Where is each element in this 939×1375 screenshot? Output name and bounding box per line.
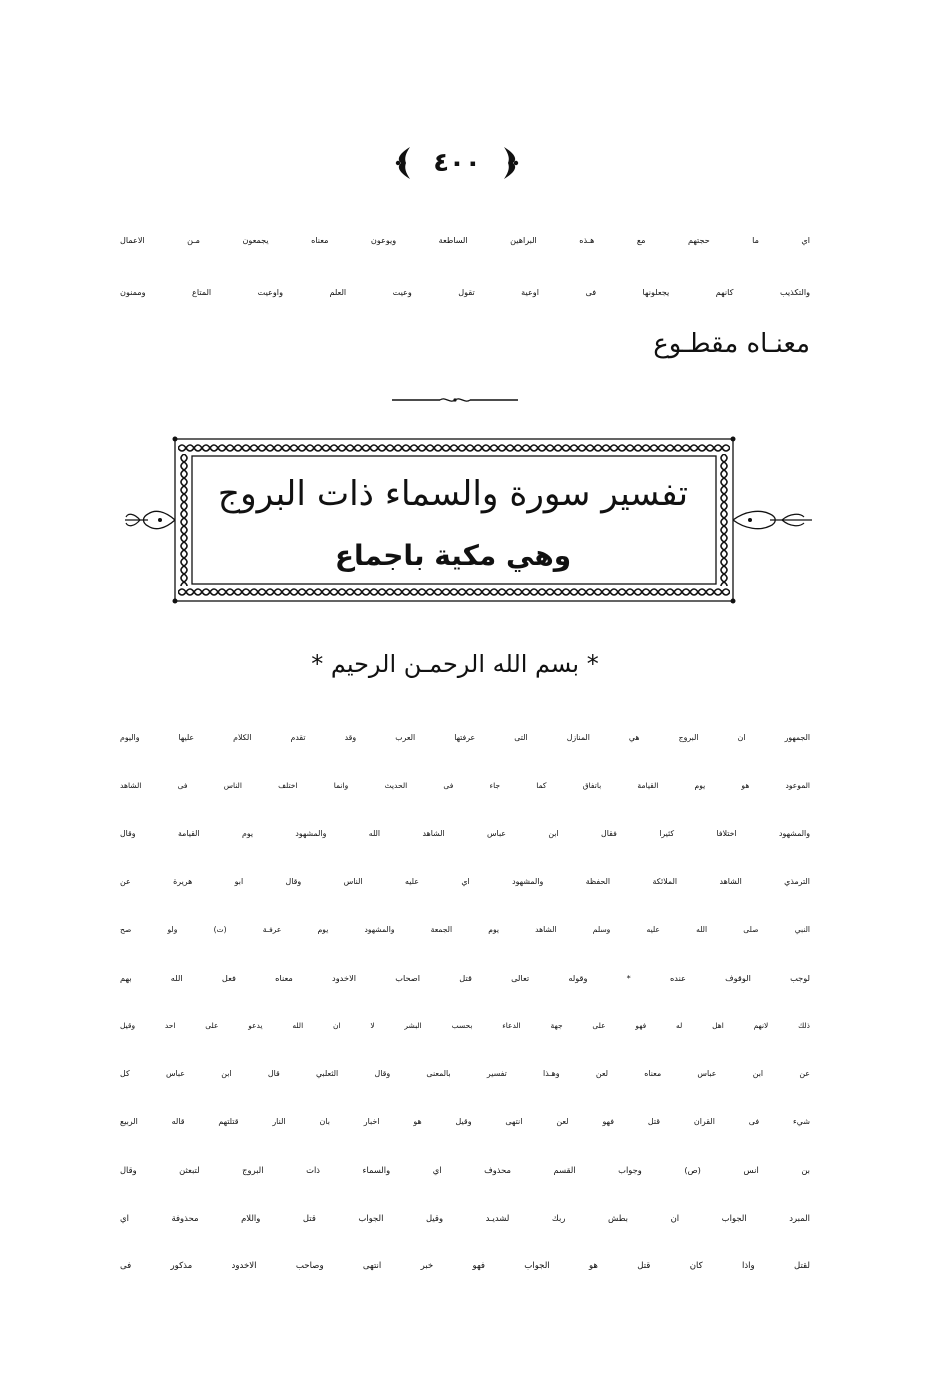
intro-line-text: والتكذيب كانهم يجعلونها فى اوعية تقول وعيت العلم واوعيت المتاع وممنون (120, 287, 810, 297)
section-subtitle-text: وهي مكية باجماع (334, 539, 572, 572)
section-divider (392, 392, 518, 408)
left-flourish-icon (125, 511, 175, 528)
body-line-text: بن انس (ص) وجواب القسم محذوف اي والسماء ذات البروج لتبعثن وقال (120, 1165, 810, 1175)
body-line-8 (120, 1050, 810, 1098)
body-line-text: الجمهور ان البروج هي المنازل التى عرفتها العرب وقد تقدم الكلام عليها واليوم (120, 733, 810, 742)
basmala-text: * بسم الله الرحمـن الرحيم * (311, 650, 599, 678)
body-line-text: والمشهود اختلافا كثيرا فقال ابن عباس الشاهد الله والمشهود يوم القيامة وقال (120, 829, 810, 838)
body-line-10 (120, 1146, 810, 1194)
body-line-text: الموعود هو يوم القيامة باتفاق كما جاء فى الحديث وانما اختلف الناس فى الشاهد (120, 781, 810, 790)
page-number-text: ٤٠٠ (433, 148, 481, 178)
body-line-text: ذلك لانهم اهل له فهو على جهة الدعاء بحسب البشر لا ان الله يدعو على احد وقيل (120, 1021, 810, 1030)
intro-paragraph (120, 214, 810, 370)
body-line-4 (120, 858, 810, 906)
body-line-9 (120, 1098, 810, 1146)
section-title (213, 466, 693, 522)
intro-line-3 (120, 318, 810, 370)
body-line-1 (120, 714, 810, 762)
right-ornament-icon (504, 147, 518, 179)
body-line-11 (120, 1194, 810, 1242)
body-line-7 (120, 1002, 810, 1050)
body-line-text: النبي صلى الله عليه وسلم الشاهد يوم الجمعة والمشهود يوم عرفـة (ت) ولو صح (120, 925, 810, 934)
body-line-3 (120, 810, 810, 858)
body-line-text: الترمذي الشاهد الملائكة الحفظة والمشهود اي عليه الناس وقال ابو هريرة عن (120, 877, 810, 886)
intro-line-2 (120, 266, 810, 318)
page-number (392, 143, 522, 183)
body-line-2 (120, 762, 810, 810)
body-line-5 (120, 906, 810, 954)
intro-line-1 (120, 214, 810, 266)
basmala (255, 644, 655, 684)
left-ornament-icon (396, 147, 410, 179)
body-line-text: شيء فى القران قتل فهو لعن انتهى وقيل هو اخبار بان النار قتلتهم قاله الربيع (120, 1117, 810, 1126)
body-line-text: لقتل واذا كان قتل هو الجواب فهو خبر انتهى وصاحب الاخدود مذكور فى (120, 1261, 810, 1271)
body-line-text: لوجب الوقوف عنده * وقوله تعالى قتل اصحاب الاخدود معناه فعل الله بهم (120, 973, 810, 983)
section-title-text: تفسير سورة والسماء ذات البروج (217, 474, 689, 514)
body-paragraph (120, 714, 810, 1290)
section-subtitle (303, 536, 603, 576)
body-line-text: المبرد الجواب ان بطش ربك لشديـد وقيل الجواب قتل واللام محذوفة اي (120, 1213, 810, 1223)
body-line-6 (120, 954, 810, 1002)
intro-line-text: اي ما حجتهم مع هـذه البراهين الساطعة ويوعون معناه يجمعون مـن الاعمال (120, 235, 810, 245)
right-flourish-icon (733, 511, 812, 528)
body-line-12 (120, 1242, 810, 1290)
section-header-box (120, 436, 820, 606)
intro-line-text: معنـاه مقطـوع (653, 329, 810, 359)
body-line-text: عن ابن عباس معناه لعن وهـذا تفسير بالمعنى وقال الثعلبي قال ابن عباس كل (120, 1069, 810, 1078)
